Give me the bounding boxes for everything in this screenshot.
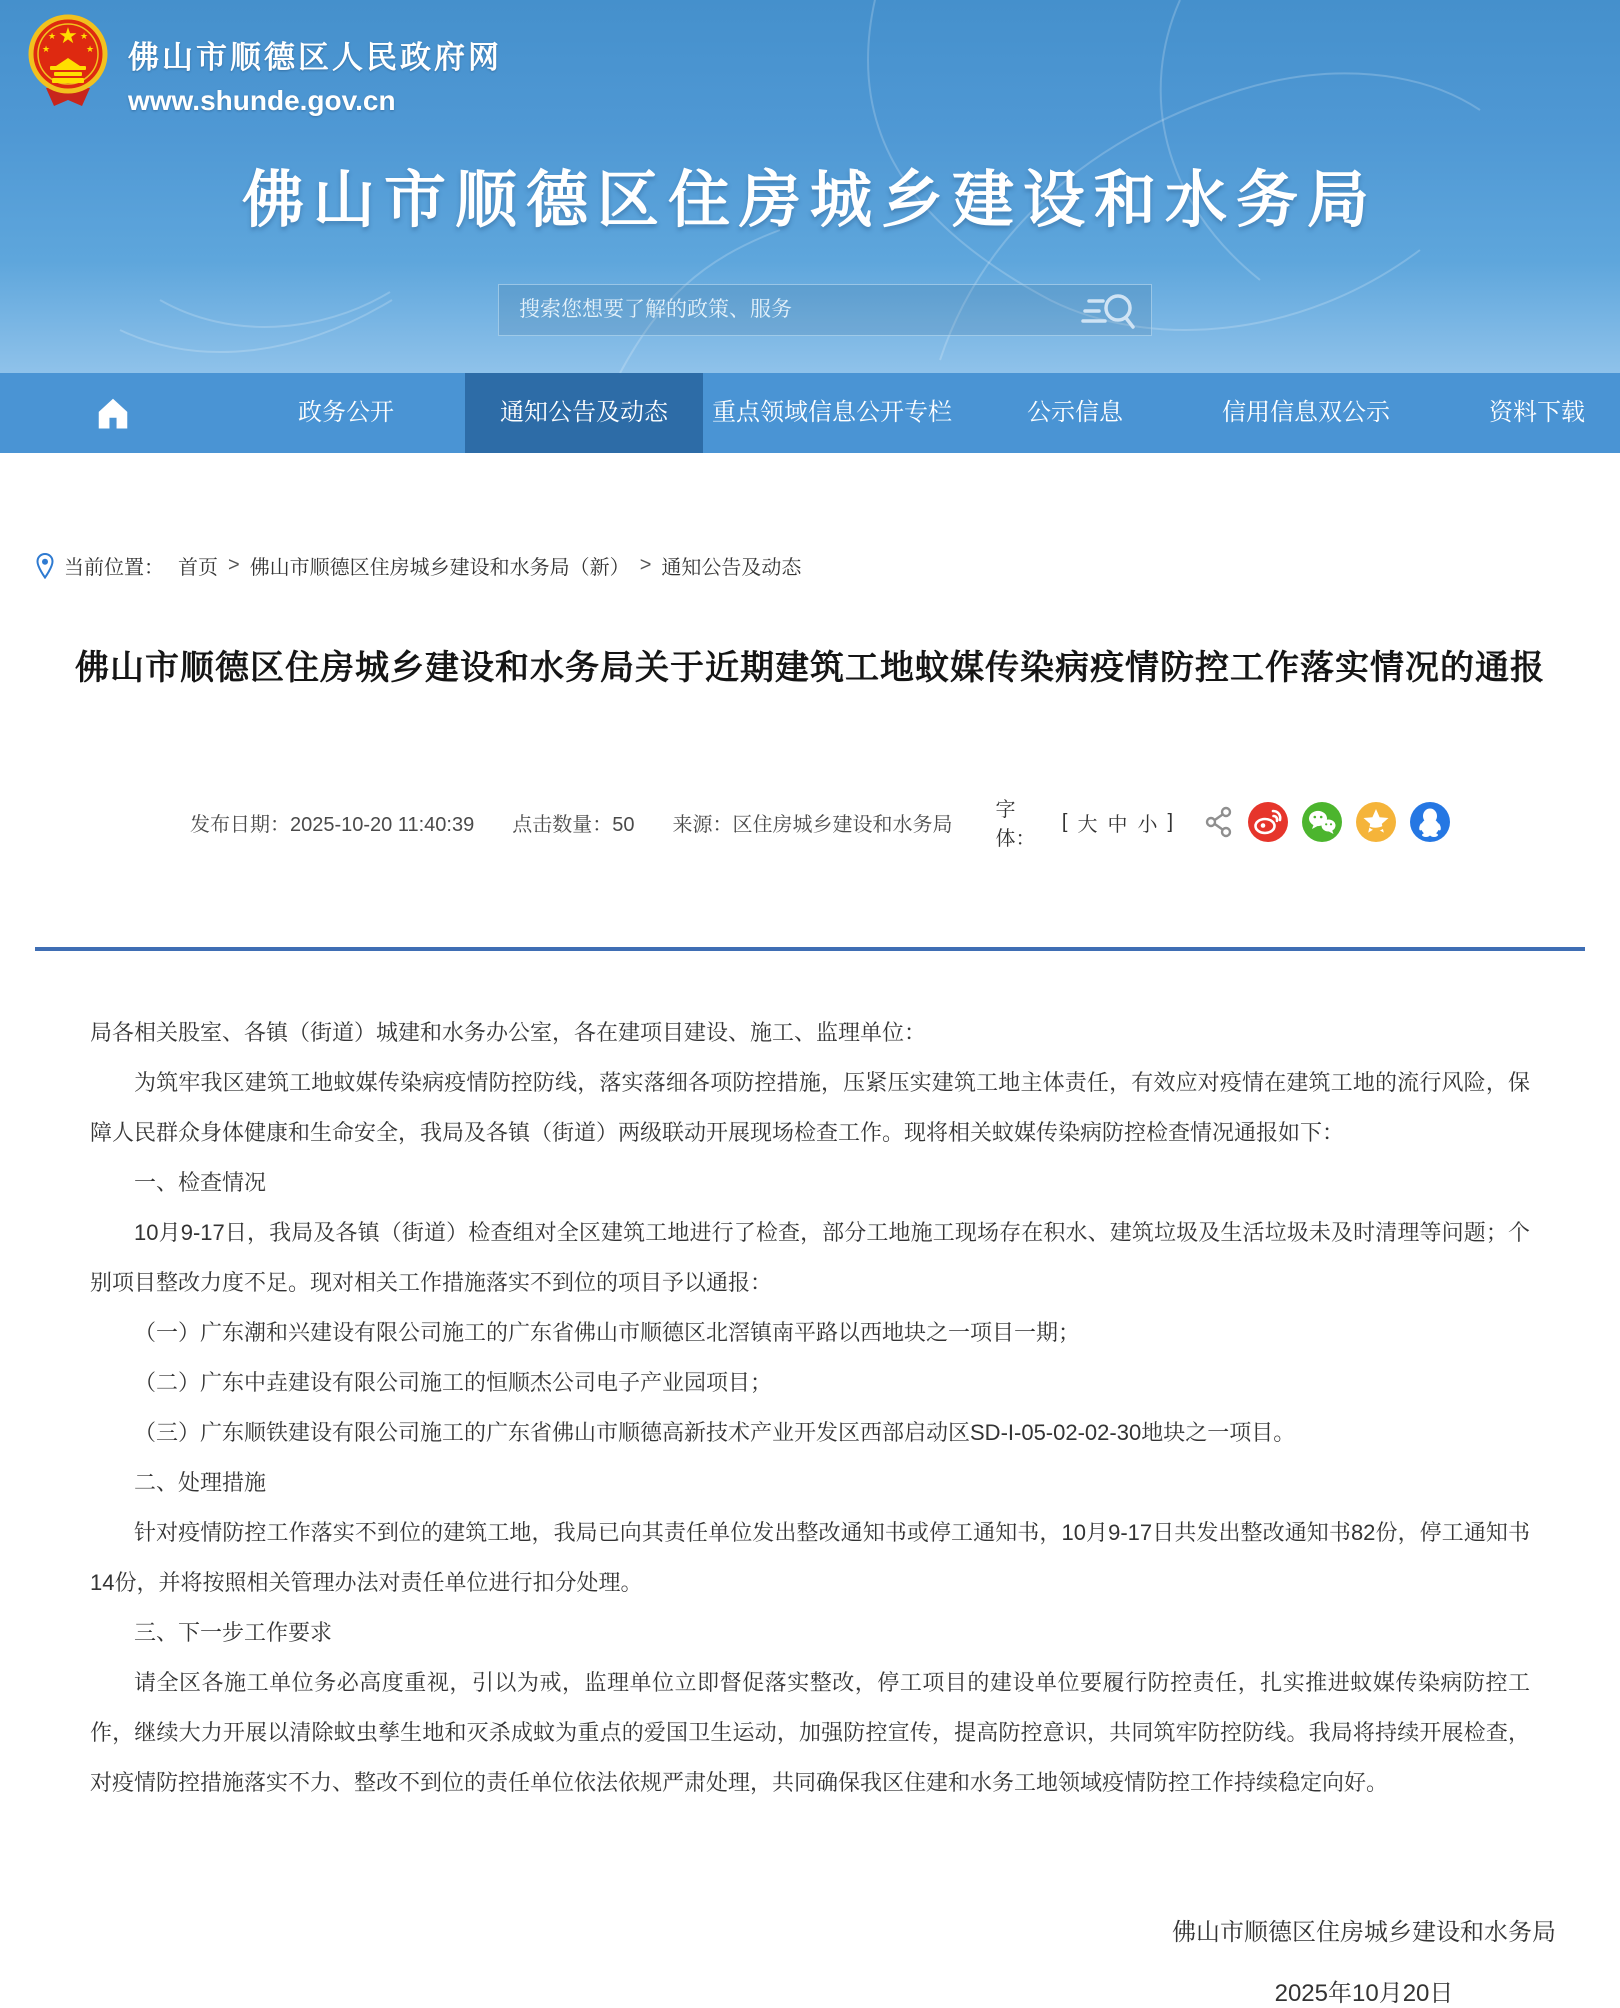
publish-date xyxy=(190,808,474,837)
share-icon[interactable] xyxy=(1204,805,1234,839)
nav-item-key-info-column[interactable]: 重点领域信息公开专栏 xyxy=(712,399,952,426)
font-size-control xyxy=(990,793,1178,851)
breadcrumb-notices[interactable]: 通知公告及动态 xyxy=(661,557,802,579)
breadcrumb-bureau[interactable]: 佛山市顺德区住房城乡建设和水务局（新） xyxy=(249,557,630,579)
qzone-icon[interactable] xyxy=(1356,802,1396,842)
article-source-value: 区住房城乡建设和水务局 xyxy=(732,813,953,836)
article-meta-row xyxy=(0,793,1620,851)
article-paragraph: 针对疫情防控工作落实不到位的建筑工地，我局已向其责任单位发出整改通知书或停工通知书，10月9-17日共发出整改通知书82份，停工通知书14份，并将按照相关管理办法对责任单位进行扣分处理。 xyxy=(90,1520,1530,1595)
publish-date-label: 发布日期： xyxy=(190,813,290,836)
click-count-value: 50 xyxy=(612,813,635,836)
article-title: 佛山市顺德区住房城乡建设和水务局关于近期建筑工地蚊媒传染病疫情防控工作落实情况的通报 xyxy=(75,649,1545,687)
search-box[interactable] xyxy=(498,284,1152,336)
nav-item-government-affairs[interactable]: 政务公开 xyxy=(298,399,394,426)
search-input[interactable] xyxy=(499,285,1151,335)
article-body xyxy=(90,1008,1530,1808)
article-source xyxy=(672,808,952,837)
home-icon[interactable] xyxy=(94,394,132,432)
site-logo[interactable] xyxy=(28,14,502,117)
svg-text:★: ★ xyxy=(41,44,51,54)
wechat-icon[interactable] xyxy=(1302,802,1342,842)
main-nav xyxy=(0,373,1620,453)
breadcrumb xyxy=(36,551,1620,580)
article-paragraph: 10月9-17日，我局及各镇（街道）检查组对全区建筑工地进行了检查，部分工地施工现场存在积水、建筑垃圾及生活垃圾未及时清理等问题；个别项目整改力度不足。现对相关工作措施落实不到位的项目予以通报： xyxy=(90,1220,1530,1295)
svg-text:★: ★ xyxy=(47,31,57,41)
article-source-label: 来源： xyxy=(672,813,733,836)
breadcrumb-separator: > xyxy=(228,554,240,576)
article-list-item: （一）广东潮和兴建设有限公司施工的广东省佛山市顺德区北滘镇南平路以西地块之一项目一期； xyxy=(134,1320,1081,1345)
font-size-large-button[interactable]: 大 xyxy=(1077,813,1098,836)
publish-date-value: 2025-10-20 11:40:39 xyxy=(290,813,475,836)
article-section-heading: 三、下一步工作要求 xyxy=(134,1620,333,1645)
site-url: www.shunde.gov.cn xyxy=(128,85,396,116)
article-list-item: （二）广东中垚建设有限公司施工的恒顺杰公司电子产业园项目； xyxy=(134,1370,773,1395)
main-content xyxy=(0,551,1620,2008)
article-paragraph: 局各相关股室、各镇（街道）城建和水务办公室，各在建项目建设、施工、监理单位： xyxy=(90,1020,927,1045)
svg-text:★: ★ xyxy=(85,44,95,54)
bureau-banner-title: 佛山市顺德区住房城乡建设和水务局 xyxy=(241,166,1378,235)
font-size-label: 字体： xyxy=(995,799,1036,850)
signature-date: 2025年10月20日 xyxy=(1274,1980,1454,2007)
article-paragraph: 为筑牢我区建筑工地蚊媒传染病疫情防控防线，落实落细各项防控措施，压紧压实建筑工地主体责任，有效应对疫情在建筑工地的流行风险，保障人民群众身体健康和生命安全，我局及各镇（街道）两级联动开展现场检查工作。现将相关蚊媒传染病防控检查情况通报如下： xyxy=(90,1070,1530,1145)
font-size-bracket: ] xyxy=(1167,810,1173,833)
location-pin-icon xyxy=(36,553,54,579)
site-header xyxy=(0,0,1620,373)
nav-item-downloads[interactable]: 资料下载 xyxy=(1489,399,1585,426)
breadcrumb-label: 当前位置： xyxy=(64,557,164,579)
article-paragraph: 请全区各施工单位务必高度重视，引以为戒，监理单位立即督促落实整改，停工项目的建设单位要履行防控责任，扎实推进蚊媒传染病防控工作，继续大力开展以清除蚊虫孳生地和灭杀成蚊为重点的爱国卫生运动，加强防控宣传，提高防控意识，共同筑牢防控防线。我局将持续开展检查，对疫情防控措施落实不力、整改不到位的责任单位依法依规严肃处理，共同确保我区住建和水务工地领域疫情防控工作持续稳定向好。 xyxy=(90,1670,1530,1795)
nav-item-public-notices[interactable]: 公示信息 xyxy=(1027,399,1123,426)
article-signature xyxy=(0,1912,1620,2008)
click-count xyxy=(512,808,634,837)
title-divider xyxy=(35,947,1585,951)
signature-organization: 佛山市顺德区住房城乡建设和水务局 xyxy=(1172,1919,1556,1946)
breadcrumb-separator: > xyxy=(639,554,652,576)
font-size-medium-button[interactable]: 中 xyxy=(1107,813,1128,836)
site-name: 佛山市顺德区人民政府网 xyxy=(128,40,502,75)
article-section-heading: 一、检查情况 xyxy=(134,1170,267,1195)
font-size-bracket: [ xyxy=(1061,810,1068,833)
article-section-heading: 二、处理措施 xyxy=(134,1470,267,1495)
search-icon[interactable] xyxy=(1081,292,1137,332)
share-buttons xyxy=(1204,802,1450,842)
national-emblem-icon xyxy=(28,14,108,110)
click-count-label: 点击数量： xyxy=(512,813,613,836)
qq-icon[interactable] xyxy=(1410,802,1450,842)
article-tools xyxy=(990,793,1450,851)
nav-item-notices-selected[interactable]: 通知公告及动态 xyxy=(465,373,703,453)
svg-text:★: ★ xyxy=(58,23,78,48)
article-meta xyxy=(190,808,990,837)
breadcrumb-home[interactable]: 首页 xyxy=(178,557,218,579)
nav-item-credit-info[interactable]: 信用信息双公示 xyxy=(1222,399,1390,426)
article-list-item: （三）广东顺铁建设有限公司施工的广东省佛山市顺德高新技术产业开发区西部启动区SD-I-05-02-02-30地块之一项目。 xyxy=(134,1420,1296,1445)
logo-text xyxy=(128,14,502,117)
svg-text:★: ★ xyxy=(79,31,89,41)
weibo-icon[interactable] xyxy=(1248,802,1288,842)
font-size-small-button[interactable]: 小 xyxy=(1137,813,1158,836)
